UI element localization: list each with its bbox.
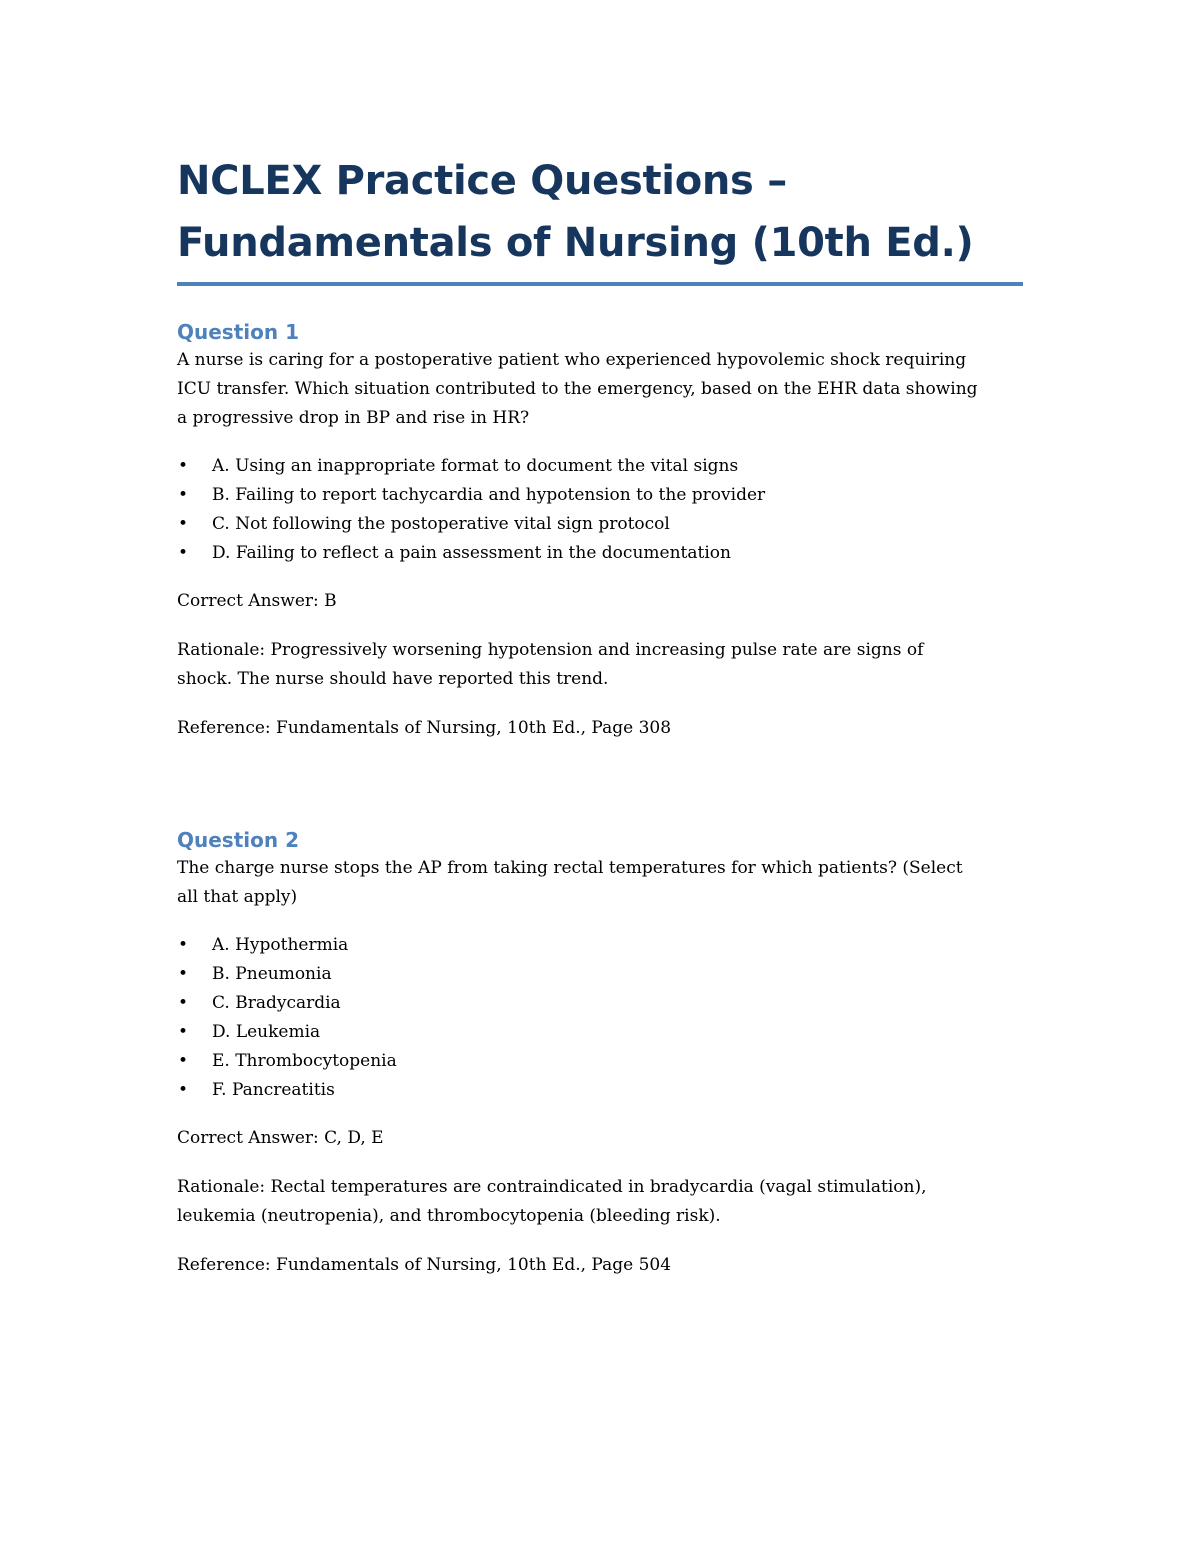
- question-2-stem-line-1: The charge nurse stops the AP from taking rectal temperatures for which patients? (Select: [177, 858, 963, 878]
- question-1-rationale: [177, 636, 1023, 694]
- bullet-icon: •: [177, 993, 189, 1013]
- question-2-option-d: [177, 1018, 1023, 1047]
- option-text: C. Not following the postoperative vital sign protocol: [212, 514, 670, 534]
- option-text: B. Failing to report tachycardia and hypotension to the provider: [212, 485, 766, 505]
- title-line-1: NCLEX Practice Questions –: [177, 158, 787, 204]
- question-2-section: [177, 826, 1023, 1280]
- question-1-option-c: [177, 510, 1023, 539]
- question-1-option-b: [177, 481, 1023, 510]
- question-1-heading: Question 1: [177, 320, 299, 344]
- question-2-option-c: [177, 989, 1023, 1018]
- question-1-stem: [177, 346, 1023, 433]
- question-1-option-d: [177, 539, 1023, 568]
- bullet-icon: •: [177, 935, 189, 955]
- question-1-correct-answer: Correct Answer: B: [177, 591, 337, 611]
- question-2-rationale-line-2: leukemia (neutropenia), and thrombocytopenia (bleeding risk).: [177, 1206, 721, 1226]
- question-1-option-a: [177, 452, 1023, 481]
- question-2-option-a: [177, 931, 1023, 960]
- question-2-option-b: [177, 960, 1023, 989]
- question-2-rationale-line-1: Rationale: Rectal temperatures are contraindicated in bradycardia (vagal stimulation),: [177, 1177, 927, 1197]
- question-2-option-e: [177, 1047, 1023, 1076]
- question-1-rationale-line-2: shock. The nurse should have reported this trend.: [177, 669, 609, 689]
- document-page: [177, 150, 1023, 1280]
- question-1-rationale-line-1: Rationale: Progressively worsening hypotension and increasing pulse rate are signs of: [177, 640, 924, 660]
- bullet-icon: •: [177, 1080, 189, 1100]
- question-2-reference: Reference: Fundamentals of Nursing, 10th Ed., Page 504: [177, 1255, 672, 1275]
- option-text: A. Hypothermia: [212, 935, 349, 955]
- option-text: C. Bradycardia: [212, 993, 341, 1013]
- question-1-options-list: [177, 452, 1023, 568]
- title-line-2: Fundamentals of Nursing (10th Ed.): [177, 220, 974, 266]
- option-text: D. Leukemia: [212, 1022, 321, 1042]
- bullet-icon: •: [177, 543, 189, 563]
- question-2-stem-line-2: all that apply): [177, 887, 298, 907]
- question-2-heading: Question 2: [177, 828, 299, 852]
- question-1-reference: Reference: Fundamentals of Nursing, 10th Ed., Page 308: [177, 718, 672, 738]
- option-text: A. Using an inappropriate format to document the vital signs: [212, 456, 739, 476]
- bullet-icon: •: [177, 1051, 189, 1071]
- bullet-icon: •: [177, 456, 189, 476]
- title-underline-rule: [177, 282, 1023, 286]
- question-2-options-list: [177, 931, 1023, 1105]
- question-2-correct-answer: Correct Answer: C, D, E: [177, 1128, 384, 1148]
- question-2-option-f: [177, 1076, 1023, 1105]
- question-1-stem-line-3: a progressive drop in BP and rise in HR?: [177, 408, 530, 428]
- bullet-icon: •: [177, 514, 189, 534]
- question-1-stem-line-1: A nurse is caring for a postoperative patient who experienced hypovolemic shock requiring: [177, 350, 967, 370]
- question-2-stem: [177, 854, 1023, 912]
- question-1-section: [177, 318, 1023, 743]
- bullet-icon: •: [177, 964, 189, 984]
- option-text: B. Pneumonia: [212, 964, 332, 984]
- bullet-icon: •: [177, 485, 189, 505]
- option-text: E. Thrombocytopenia: [212, 1051, 397, 1071]
- option-text: D. Failing to reflect a pain assessment in the documentation: [212, 543, 731, 563]
- option-text: F. Pancreatitis: [212, 1080, 335, 1100]
- document-title: [177, 150, 1023, 274]
- bullet-icon: •: [177, 1022, 189, 1042]
- question-1-stem-line-2: ICU transfer. Which situation contributed to the emergency, based on the EHR data showing: [177, 379, 978, 399]
- question-2-rationale: [177, 1173, 1023, 1231]
